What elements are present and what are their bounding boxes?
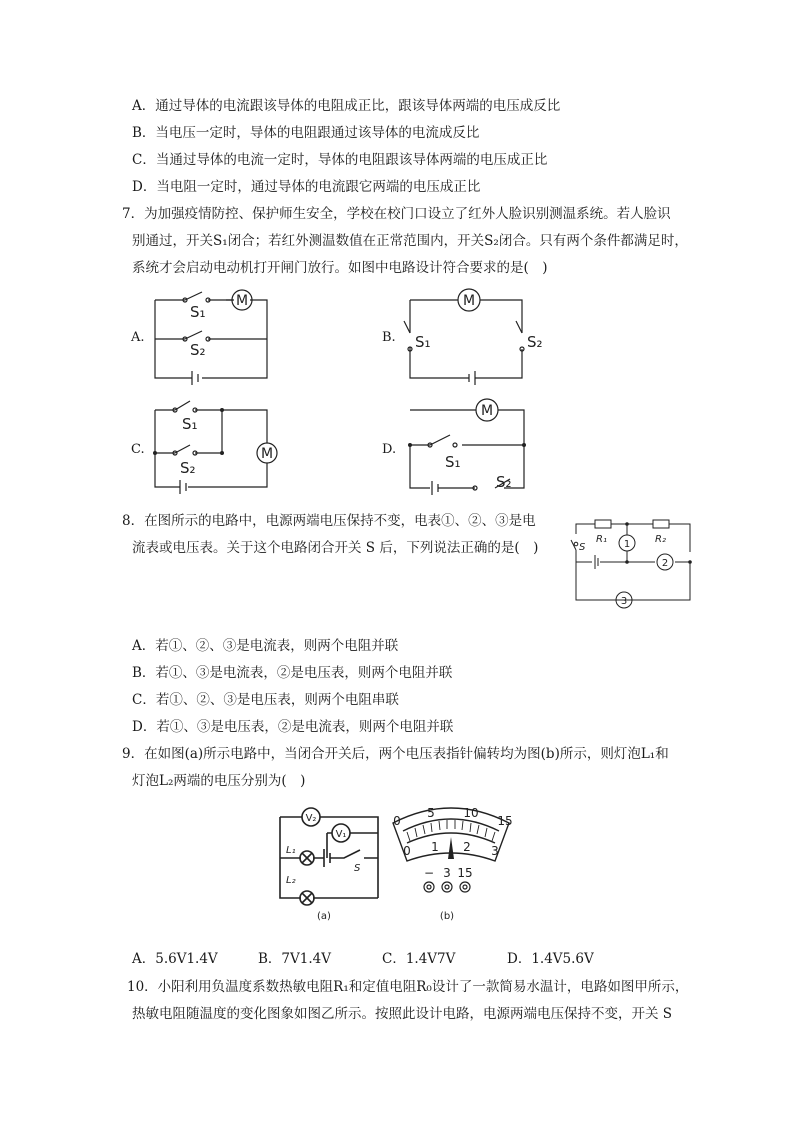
switch-s1-label: S₁: [190, 303, 206, 321]
terminal-negative-label: −: [423, 866, 435, 880]
q8-stem-line2: 流表或电压表。关于这个电路闭合开关 S 后，下列说法正确的是( ): [132, 540, 539, 556]
q7-circuit-b: [400, 285, 543, 385]
q6-option-c: C．当通过导体的电流一定时，导体的电阻跟该导体两端的电压成正比: [132, 152, 548, 168]
switch-s1-label: S₁: [182, 415, 198, 433]
switch-s2-label: S₂: [190, 341, 206, 359]
motor-symbol: M: [260, 446, 274, 462]
q6-option-b: B．当电压一定时，导体的电阻跟通过该导体的电流成反比: [132, 125, 480, 141]
q6-option-d: D．当电阻一定时，通过导体的电流跟它两端的电压成正比: [132, 179, 481, 195]
q9-stem-line2: 灯泡L₂两端的电压分别为( ): [132, 773, 306, 789]
q7-circuit-c: [150, 395, 275, 500]
switch-s2-label: S₂: [496, 473, 512, 491]
switch-s1-label: S₁: [445, 453, 461, 471]
q8-option-c: C．若①、②、③是电压表，则两个电阻串联: [132, 692, 399, 708]
dial-top-tick-0: 0: [393, 814, 401, 828]
q8-option-b: B．若①、③是电流表，②是电压表，则两个电阻并联: [132, 665, 453, 681]
switch-s-label: S: [579, 542, 586, 553]
dial-bottom-tick-1: 1: [431, 840, 439, 854]
meter-1-label: 1: [623, 539, 631, 550]
resistor-r1-label: R₁: [596, 534, 607, 545]
q8-option-a: A．若①、②、③是电流表，则两个电阻并联: [132, 638, 399, 654]
q7-circuit-b-label: B.: [382, 330, 396, 345]
dial-top-tick-15: 15: [497, 814, 513, 828]
q7-stem-line3: 系统才会启动电动机打开闸门放行。如图中电路设计符合要求的是( ): [132, 260, 548, 276]
dial-bottom-tick-2: 2: [463, 840, 471, 854]
q7-circuit-d: [400, 395, 535, 500]
dial-top-tick-10: 10: [463, 806, 479, 820]
q7-stem-line2: 别通过，开关S₁闭合；若红外测温数值在正常范围内，开关S₂闭合。只有两个条件都满足时，: [132, 233, 688, 249]
q8-circuit-figure: [560, 512, 700, 607]
motor-symbol: M: [235, 293, 249, 309]
q7-stem-line1: 7．为加强疫情防控、保护师生安全，学校在校门口设立了红外人脸识别测温系统。若人脸识: [122, 206, 671, 222]
q9-option-c: C．1.4V7V: [382, 951, 456, 967]
q10-stem-line2: 热敏电阻随温度的变化图象如图乙所示。按照此设计电路，电源两端电压保持不变，开关 S: [132, 1006, 673, 1022]
q10-stem-line1: 10．小阳利用负温度系数热敏电阻R₁和定值电阻R₀设计了一款简易水温计，电路如图甲所示，: [127, 979, 689, 995]
meter-2-label: 2: [661, 558, 669, 569]
dial-bottom-tick-3: 3: [491, 844, 499, 858]
motor-symbol: M: [462, 293, 476, 309]
q9-option-b: B．7V1.4V: [258, 951, 331, 967]
q7-circuit-c-label: C.: [131, 442, 145, 457]
terminal-15-label: 15: [457, 866, 473, 880]
switch-s-label: S: [354, 863, 361, 874]
lamp-l1-label: L₁: [286, 845, 296, 856]
q9-stem-line1: 9．在如图(a)所示电路中，当闭合开关后，两个电压表指针偏转均为图(b)所示，则灯泡L₁和: [122, 746, 669, 762]
figure-a-caption: (a): [317, 911, 331, 922]
switch-s2-label: S₂: [527, 333, 543, 351]
terminal-3-label: 3: [443, 866, 451, 880]
voltmeter-v2-label: V₂: [305, 813, 317, 824]
dial-bottom-tick-0: 0: [403, 844, 411, 858]
switch-s2-label: S₂: [180, 459, 196, 477]
q6-option-a: A．通过导体的电流跟该导体的电阻成正比，跟该导体两端的电压成反比: [132, 98, 561, 114]
resistor-r2-label: R₂: [655, 534, 666, 545]
motor-symbol: M: [480, 403, 494, 419]
q9-circuit-figure-a: [272, 803, 384, 925]
figure-b-caption: (b): [439, 911, 455, 922]
q9-voltmeter-dial-figure-b: [385, 803, 520, 925]
switch-s1-label: S₁: [415, 333, 431, 351]
q8-option-d: D．若①、③是电压表，②是电流表，则两个电阻并联: [132, 719, 454, 735]
q7-circuit-a-label: A.: [131, 330, 145, 345]
meter-3-label: 3: [620, 596, 628, 607]
q7-circuit-a: [150, 285, 275, 385]
q9-option-a: A．5.6V1.4V: [132, 951, 218, 967]
lamp-l2-label: L₂: [286, 875, 296, 886]
dial-top-tick-5: 5: [427, 806, 435, 820]
q9-option-d: D．1.4V5.6V: [507, 951, 594, 967]
q8-stem-line1: 8．在图所示的电路中，电源两端电压保持不变，电表①、②、③是电: [122, 513, 536, 529]
voltmeter-v1-label: V₁: [335, 829, 347, 840]
q7-circuit-d-label: D.: [382, 442, 397, 457]
